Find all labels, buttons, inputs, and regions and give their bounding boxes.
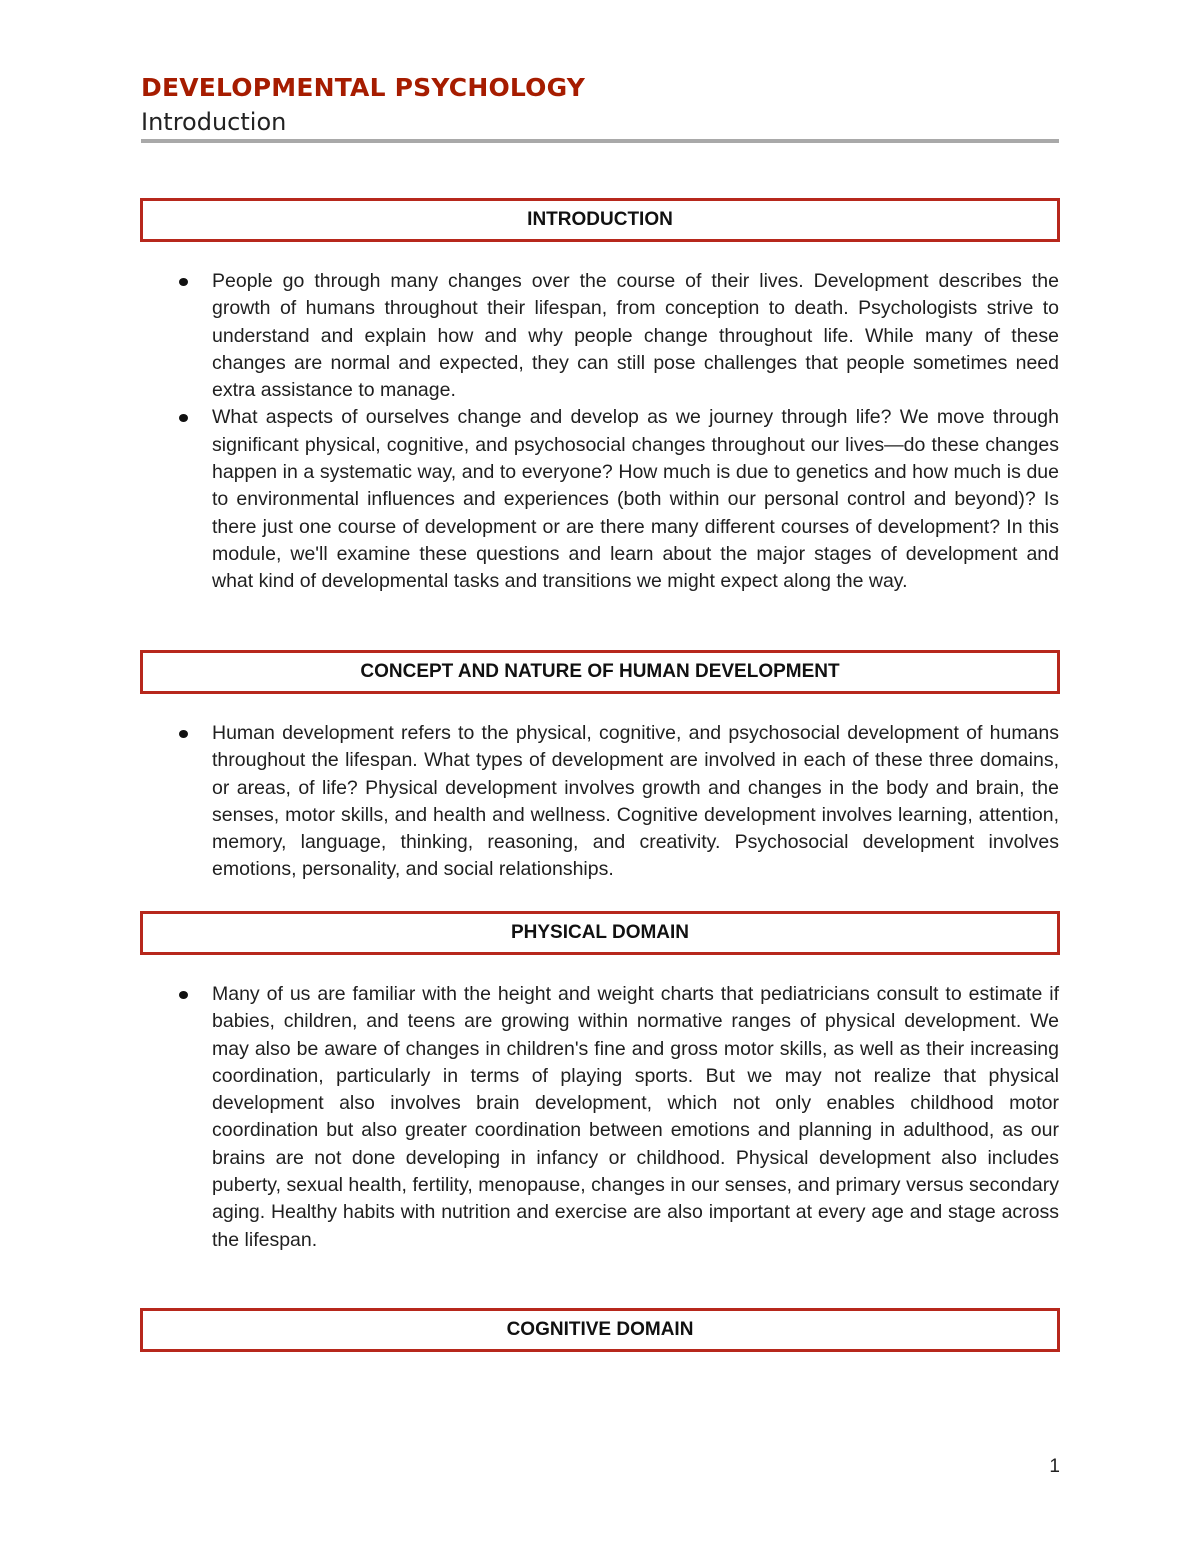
page-header xyxy=(141,72,1059,138)
section-heading-cognitive-domain: COGNITIVE DOMAIN xyxy=(140,1308,1060,1352)
page-number: 1 xyxy=(1049,1456,1060,1477)
bullet-text: Many of us are familiar with the height and weight charts that pediatricians consult to estimate if babies, children, and teens are growing within normative ranges of physical development. We may also be aware of changes in children's fine and gross motor skills, as well as their increasing coordination, particularly in terms of playing sports. But we may not realize that physical development also involves brain development, which not only enables childhood motor coordination but also greater coordination between emotions and planning in adulthood, as our brains are not done developing in infancy or childhood. Physical development also includes puberty, sexual health, fertility, menopause, changes in our senses, and primary versus secondary aging. Healthy habits with nutrition and exercise are also important at every age and stage across the lifespan. xyxy=(212,983,1059,1251)
list-item xyxy=(141,404,1059,595)
concept-bullet-list xyxy=(141,720,1059,884)
list-item xyxy=(141,720,1059,884)
bullet-icon xyxy=(179,991,188,999)
header-divider xyxy=(141,139,1059,143)
bullet-text: Human development refers to the physical, cognitive, and psychosocial development of humans throughout the lifespan. What types of development are involved in each of these three domains, or areas, of life? Physical development involves growth and changes in the body and brain, the senses, motor skills, and health and wellness. Cognitive development involves learning, attention, memory, language, thinking, reasoning, and creativity. Psychosocial development involves emotions, personality, and social relationships. xyxy=(212,722,1059,881)
physical-bullet-list xyxy=(141,981,1059,1254)
list-item xyxy=(141,268,1059,404)
document-title: DEVELOPMENTAL PSYCHOLOGY xyxy=(141,73,586,102)
document-subtitle: Introduction xyxy=(141,108,287,136)
list-item xyxy=(141,981,1059,1254)
section-heading-concept-and-nature: CONCEPT AND NATURE OF HUMAN DEVELOPMENT xyxy=(140,650,1060,694)
section-heading-physical-domain: PHYSICAL DOMAIN xyxy=(140,911,1060,955)
bullet-text: What aspects of ourselves change and develop as we journey through life? We move through significant physical, cognitive, and psychosocial changes throughout our lives—do these changes happen in a systematic way, and to everyone? How much is due to genetics and how much is due to environmental influences and experiences (both within our personal control and beyond)? Is there just one course of development or are there many different courses of development? In this module, we'll examine these questions and learn about the major stages of development and what kind of developmental tasks and transitions we might expect along the way. xyxy=(212,406,1059,593)
bullet-icon xyxy=(179,278,188,286)
introduction-bullet-list xyxy=(141,268,1059,596)
bullet-icon xyxy=(179,730,188,738)
bullet-text: People go through many changes over the course of their lives. Development describes the growth of humans throughout their lifespan, from conception to death. Psychologists strive to understand and explain how and why people change throughout life. While many of these changes are normal and expected, they can still pose challenges that people sometimes need extra assistance to manage. xyxy=(212,270,1059,402)
section-heading-introduction: INTRODUCTION xyxy=(140,198,1060,242)
bullet-icon xyxy=(179,414,188,422)
